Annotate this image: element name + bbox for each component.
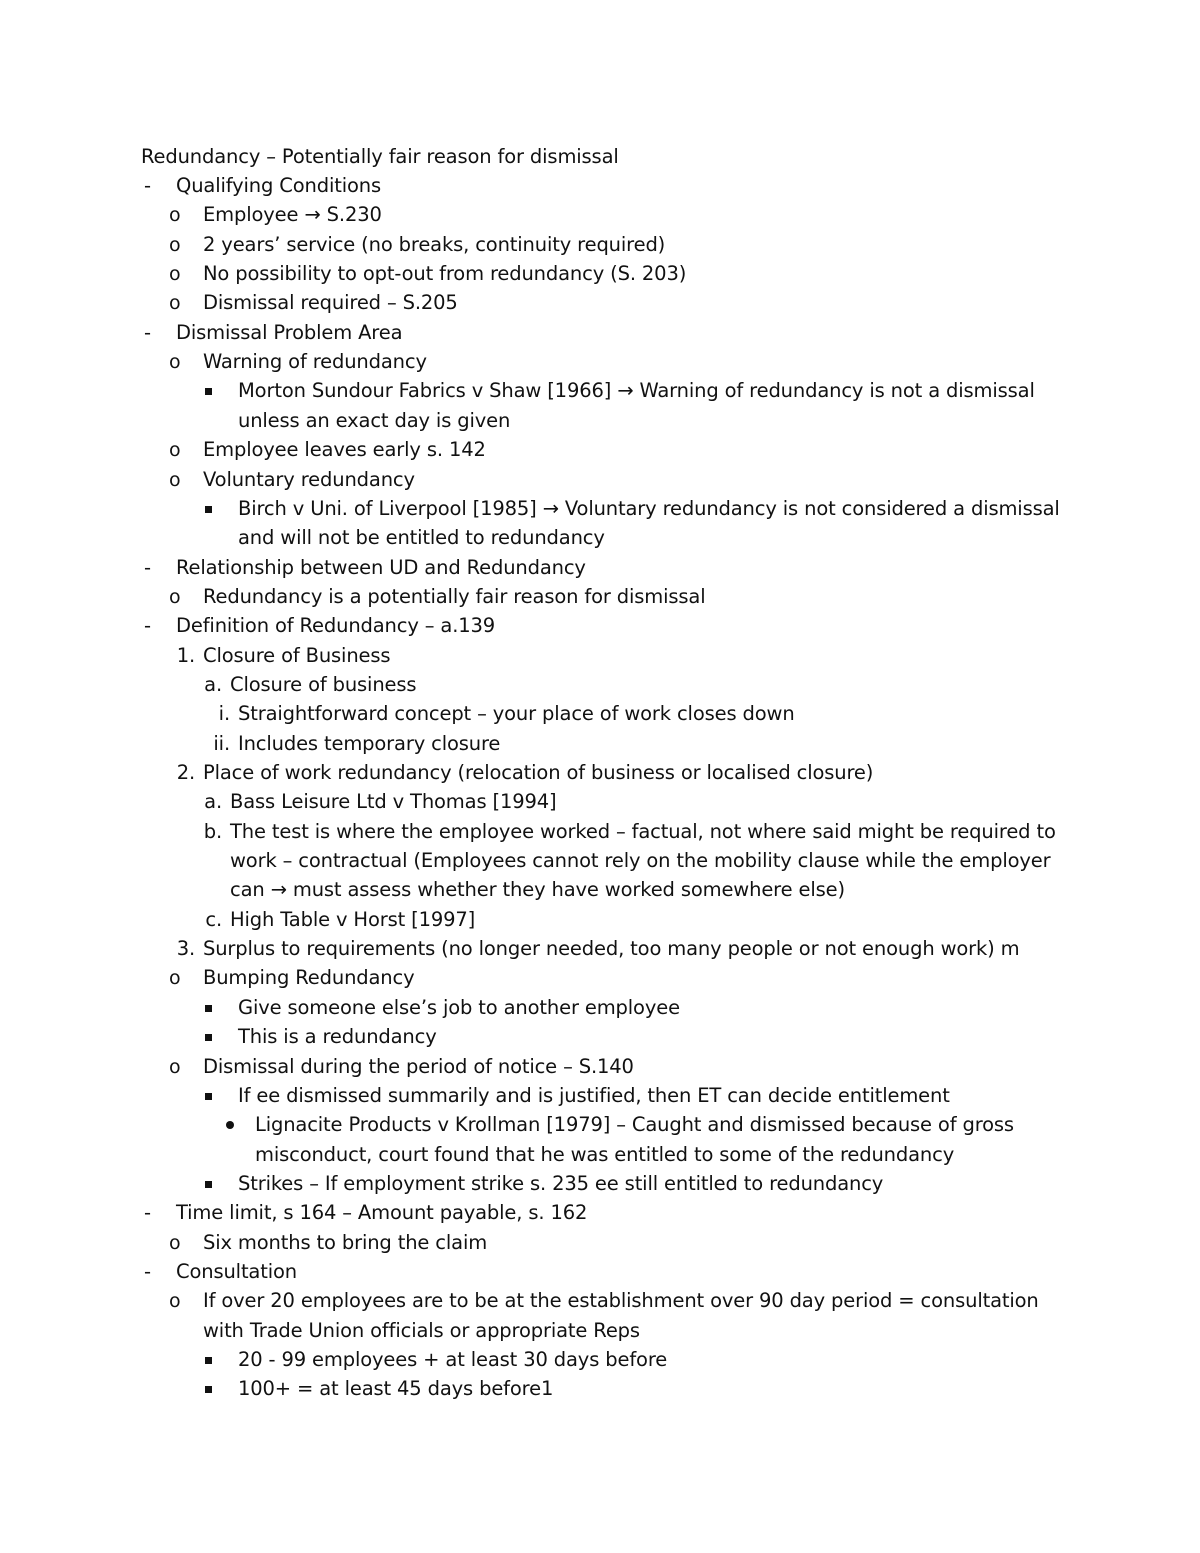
list-number: 2. — [176, 761, 195, 784]
list-number: 1. — [176, 643, 195, 667]
list-item-text: work – contractual (Employees cannot rely on the mobility clause while the employer — [230, 849, 1051, 873]
list-item-text: can → must assess whether they have worked somewhere else) — [230, 878, 845, 902]
square-bullet-icon — [205, 1181, 212, 1188]
square-bullet-icon — [205, 388, 212, 395]
list-item-text: Dismissal during the period of notice – S.140 — [203, 1054, 634, 1078]
list-number: i. — [218, 702, 230, 726]
square-bullet-icon — [205, 1034, 212, 1041]
circle-bullet: o — [169, 1055, 181, 1078]
list-item-text: with Trade Union officials or appropriate Reps — [203, 1318, 640, 1342]
list-item-text: This is a redundancy — [238, 1025, 437, 1049]
square-bullet-icon — [205, 1005, 212, 1012]
dash-bullet: - — [144, 174, 151, 197]
square-bullet-icon — [205, 1386, 212, 1393]
list-item-text: Place of work redundancy (relocation of business or localised closure) — [203, 761, 874, 784]
list-number: c. — [205, 907, 222, 931]
list-item-text: Time limit, s 164 – Amount payable, s. 162 — [176, 1201, 588, 1225]
list-item-text: Strikes – If employment strike s. 235 ee still entitled to redundancy — [238, 1171, 884, 1195]
list-item-text: Morton Sundour Fabrics v Shaw [1966] → Warning of redundancy is not a dismissal — [238, 379, 1035, 403]
list-item-text: Closure of business — [230, 672, 417, 696]
list-item-text: 2 years’ service (no breaks, continuity required) — [203, 232, 666, 256]
document-title: Redundancy – Potentially fair reason for dismissal — [141, 145, 619, 168]
square-bullet-icon — [205, 506, 212, 513]
list-item-text: If over 20 employees are to be at the establishment over 90 day period = consultation — [203, 1289, 1039, 1313]
dash-bullet: - — [144, 1259, 151, 1283]
circle-bullet: o — [169, 967, 181, 990]
circle-bullet: o — [169, 1290, 181, 1313]
circle-bullet: o — [169, 204, 181, 227]
circle-bullet: o — [169, 263, 181, 286]
list-item-text: Employee leaves early s. 142 — [203, 438, 486, 462]
circle-bullet: o — [169, 292, 181, 315]
list-item-text: Warning of redundancy — [203, 350, 427, 374]
list-item-text: Closure of Business — [203, 643, 391, 667]
list-item-text: 20 - 99 employees + at least 30 days before — [238, 1348, 668, 1371]
circle-bullet: o — [169, 351, 181, 374]
square-bullet-icon — [205, 1093, 212, 1100]
list-item-text: Surplus to requirements (no longer needed, too many people or not enough work) m — [203, 937, 1020, 961]
list-item-text: Employee → S.230 — [203, 203, 382, 227]
list-item-text: Definition of Redundancy – a.139 — [176, 614, 496, 638]
list-item-text: Give someone else’s job to another employee — [238, 995, 680, 1019]
list-item-text: Includes temporary closure — [238, 731, 501, 755]
list-item-text: Dismissal Problem Area — [176, 320, 403, 344]
square-bullet-icon — [205, 1357, 212, 1364]
list-item-text: unless an exact day is given — [238, 408, 511, 432]
dash-bullet: - — [144, 614, 151, 638]
list-item-text: If ee dismissed summarily and is justified, then ET can decide entitlement — [238, 1083, 950, 1107]
circle-bullet: o — [169, 1231, 181, 1254]
dash-bullet: - — [144, 320, 151, 344]
circle-bullet: o — [169, 468, 181, 491]
list-number: a. — [204, 672, 222, 696]
dot-bullet-icon — [226, 1121, 234, 1129]
circle-bullet: o — [169, 233, 181, 256]
list-item-text: Bass Leisure Ltd v Thomas [1994] — [230, 790, 557, 814]
list-item-text: Six months to bring the claim — [203, 1230, 488, 1254]
list-item-text: Straightforward concept – your place of work closes down — [238, 702, 795, 726]
dash-bullet: - — [144, 555, 151, 579]
list-number: a. — [204, 790, 222, 814]
list-item-text: Redundancy is a potentially fair reason for dismissal — [203, 584, 706, 608]
list-number: 3. — [176, 937, 195, 961]
list-item-text: Consultation — [176, 1259, 297, 1283]
list-item-text: Birch v Uni. of Liverpool [1985] → Voluntary redundancy is not considered a dismissal — [238, 496, 1060, 520]
circle-bullet: o — [169, 585, 181, 608]
list-item-text: Lignacite Products v Krollman [1979] – Caught and dismissed because of gross — [255, 1113, 1014, 1137]
list-item-text: The test is where the employee worked – factual, not where said might be required to — [230, 819, 1056, 843]
list-item-text: and will not be entitled to redundancy — [238, 526, 605, 550]
dash-bullet: - — [144, 1201, 151, 1225]
list-item-text: High Table v Horst [1997] — [230, 907, 476, 931]
list-item-text: Voluntary redundancy — [203, 467, 415, 491]
list-item-text: misconduct, court found that he was entitled to some of the redundancy — [255, 1142, 955, 1166]
circle-bullet: o — [169, 439, 181, 462]
list-item-text: 100+ = at least 45 days before1 — [238, 1377, 554, 1401]
list-item-text: No possibility to opt-out from redundancy (S. 203) — [203, 262, 687, 286]
list-number: b. — [203, 819, 222, 843]
list-item-text: Relationship between UD and Redundancy — [176, 555, 586, 579]
list-item-text: Dismissal required – S.205 — [203, 291, 458, 315]
list-item-text: Qualifying Conditions — [176, 174, 381, 197]
list-number: ii. — [213, 731, 230, 755]
list-item-text: Bumping Redundancy — [203, 966, 415, 990]
